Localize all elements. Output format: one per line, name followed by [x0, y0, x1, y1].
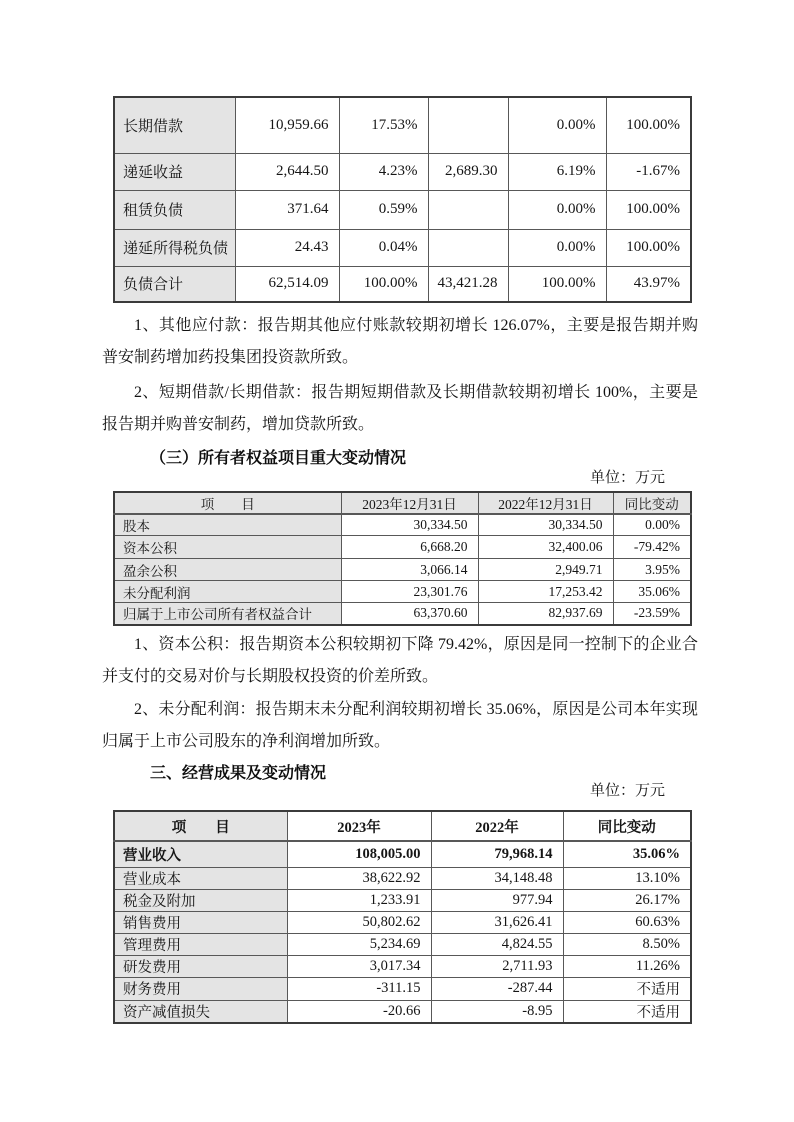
row-label-cell: 负债合计 — [114, 266, 235, 302]
value-cell: -287.44 — [431, 977, 563, 1000]
table-row — [114, 153, 691, 190]
value-cell: 100.00% — [606, 229, 691, 266]
value-cell: 30,334.50 — [478, 514, 613, 536]
value-cell: 2,949.71 — [478, 559, 613, 581]
table-row — [114, 933, 691, 955]
value-cell: 31,626.41 — [431, 911, 563, 933]
row-label-cell: 股本 — [114, 514, 341, 536]
table-row — [114, 514, 691, 536]
table-row — [114, 190, 691, 229]
value-cell — [428, 190, 508, 229]
value-cell: 100.00% — [339, 266, 428, 302]
row-label-cell: 租赁负债 — [114, 190, 235, 229]
value-cell: 17.53% — [339, 97, 428, 153]
value-cell: 6.19% — [508, 153, 606, 190]
value-cell: 79,968.14 — [431, 841, 563, 867]
value-cell: 43,421.28 — [428, 266, 508, 302]
row-label-cell: 未分配利润 — [114, 581, 341, 603]
value-cell: 不适用 — [563, 1000, 691, 1023]
table-row — [114, 581, 691, 603]
row-label-cell: 财务费用 — [114, 977, 287, 1000]
table-row — [114, 841, 691, 867]
table-row — [114, 955, 691, 977]
value-cell: -1.67% — [606, 153, 691, 190]
value-cell: -79.42% — [613, 536, 691, 559]
header-cell: 同比变动 — [563, 811, 691, 841]
table-row — [114, 977, 691, 1000]
value-cell: 3.95% — [613, 559, 691, 581]
value-cell: 13.10% — [563, 867, 691, 889]
note-borrowings: 2、短期借款/长期借款：报告期短期借款及长期借款较期初增长 100%，主要是报告期并购普安制药，增加贷款所致。 — [102, 384, 698, 433]
value-cell: 371.64 — [235, 190, 339, 229]
equity-table — [113, 491, 692, 626]
table-header-row — [114, 811, 691, 841]
row-label-cell: 销售费用 — [114, 911, 287, 933]
value-cell: -20.66 — [287, 1000, 431, 1023]
table-row — [114, 559, 691, 581]
row-label-cell: 研发费用 — [114, 955, 287, 977]
row-label-cell: 归属于上市公司所有者权益合计 — [114, 603, 341, 625]
value-cell: 60.63% — [563, 911, 691, 933]
results-table — [113, 810, 692, 1024]
value-cell: 977.94 — [431, 889, 563, 911]
row-label-cell: 资本公积 — [114, 536, 341, 559]
row-label-cell: 盈余公积 — [114, 559, 341, 581]
value-cell: 4,824.55 — [431, 933, 563, 955]
header-cell: 2022年 — [431, 811, 563, 841]
table-row — [114, 603, 691, 625]
value-cell: 23,301.76 — [341, 581, 478, 603]
value-cell: 0.59% — [339, 190, 428, 229]
value-cell: 63,370.60 — [341, 603, 478, 625]
value-cell: 5,234.69 — [287, 933, 431, 955]
row-label-cell: 营业收入 — [114, 841, 287, 867]
value-cell: 38,622.92 — [287, 867, 431, 889]
note-capital-reserve: 1、资本公积：报告期资本公积较期初下降 79.42%，原因是同一控制下的企业合并支付的交易对价与长期股权投资的价差所致。 — [102, 636, 698, 685]
table-row — [114, 229, 691, 266]
header-cell: 项 目 — [114, 492, 341, 514]
section-heading-results: 三、经营成果及变动情况 — [150, 765, 327, 782]
value-cell: 35.06% — [613, 581, 691, 603]
unit-label: 单位：万元 — [589, 470, 665, 486]
value-cell: 43.97% — [606, 266, 691, 302]
row-label-cell: 营业成本 — [114, 867, 287, 889]
value-cell: 100.00% — [606, 97, 691, 153]
table-row — [114, 911, 691, 933]
value-cell: 11.26% — [563, 955, 691, 977]
value-cell: 26.17% — [563, 889, 691, 911]
value-cell: 6,668.20 — [341, 536, 478, 559]
note-retained-earnings: 2、未分配利润：报告期末未分配利润较期初增长 35.06%，原因是公司本年实现归属于上市公司股东的净利润增加所致。 — [102, 701, 698, 750]
value-cell: 100.00% — [508, 266, 606, 302]
row-label-cell: 递延所得税负债 — [114, 229, 235, 266]
value-cell: 62,514.09 — [235, 266, 339, 302]
unit-label: 单位：万元 — [589, 783, 665, 799]
value-cell: 10,959.66 — [235, 97, 339, 153]
liabilities-table — [113, 96, 692, 303]
table-row — [114, 867, 691, 889]
value-cell: 0.04% — [339, 229, 428, 266]
value-cell: 35.06% — [563, 841, 691, 867]
row-label-cell: 递延收益 — [114, 153, 235, 190]
value-cell: 3,066.14 — [341, 559, 478, 581]
value-cell: 3,017.34 — [287, 955, 431, 977]
value-cell: 17,253.42 — [478, 581, 613, 603]
header-cell: 同比变动 — [613, 492, 691, 514]
value-cell: 2,644.50 — [235, 153, 339, 190]
table-row — [114, 97, 691, 153]
value-cell: 24.43 — [235, 229, 339, 266]
value-cell: 108,005.00 — [287, 841, 431, 867]
row-label-cell: 资产减值损失 — [114, 1000, 287, 1023]
value-cell: 1,233.91 — [287, 889, 431, 911]
section-heading-equity: （三）所有者权益项目重大变动情况 — [150, 450, 407, 467]
table-header-row — [114, 492, 691, 514]
table-row — [114, 536, 691, 559]
value-cell: 30,334.50 — [341, 514, 478, 536]
row-label-cell: 税金及附加 — [114, 889, 287, 911]
value-cell: 34,148.48 — [431, 867, 563, 889]
value-cell — [428, 229, 508, 266]
value-cell: -23.59% — [613, 603, 691, 625]
value-cell: 2,689.30 — [428, 153, 508, 190]
table-row — [114, 889, 691, 911]
value-cell: 0.00% — [508, 190, 606, 229]
row-label-cell: 长期借款 — [114, 97, 235, 153]
value-cell: 8.50% — [563, 933, 691, 955]
header-cell: 2022年12月31日 — [478, 492, 613, 514]
header-cell: 2023年 — [287, 811, 431, 841]
row-label-cell: 管理费用 — [114, 933, 287, 955]
value-cell: 0.00% — [508, 229, 606, 266]
value-cell: 0.00% — [508, 97, 606, 153]
header-cell: 项 目 — [114, 811, 287, 841]
value-cell: 0.00% — [613, 514, 691, 536]
value-cell: 82,937.69 — [478, 603, 613, 625]
value-cell: 4.23% — [339, 153, 428, 190]
header-cell: 2023年12月31日 — [341, 492, 478, 514]
value-cell: 50,802.62 — [287, 911, 431, 933]
table-row — [114, 266, 691, 302]
value-cell: 2,711.93 — [431, 955, 563, 977]
value-cell — [428, 97, 508, 153]
value-cell: 100.00% — [606, 190, 691, 229]
value-cell: 32,400.06 — [478, 536, 613, 559]
value-cell: 不适用 — [563, 977, 691, 1000]
value-cell: -311.15 — [287, 977, 431, 1000]
value-cell: -8.95 — [431, 1000, 563, 1023]
note-other-payables: 1、其他应付款：报告期其他应付账款较期初增长 126.07%，主要是报告期并购普安制药增加药投集团投资款所致。 — [102, 317, 698, 366]
table-row — [114, 1000, 691, 1023]
